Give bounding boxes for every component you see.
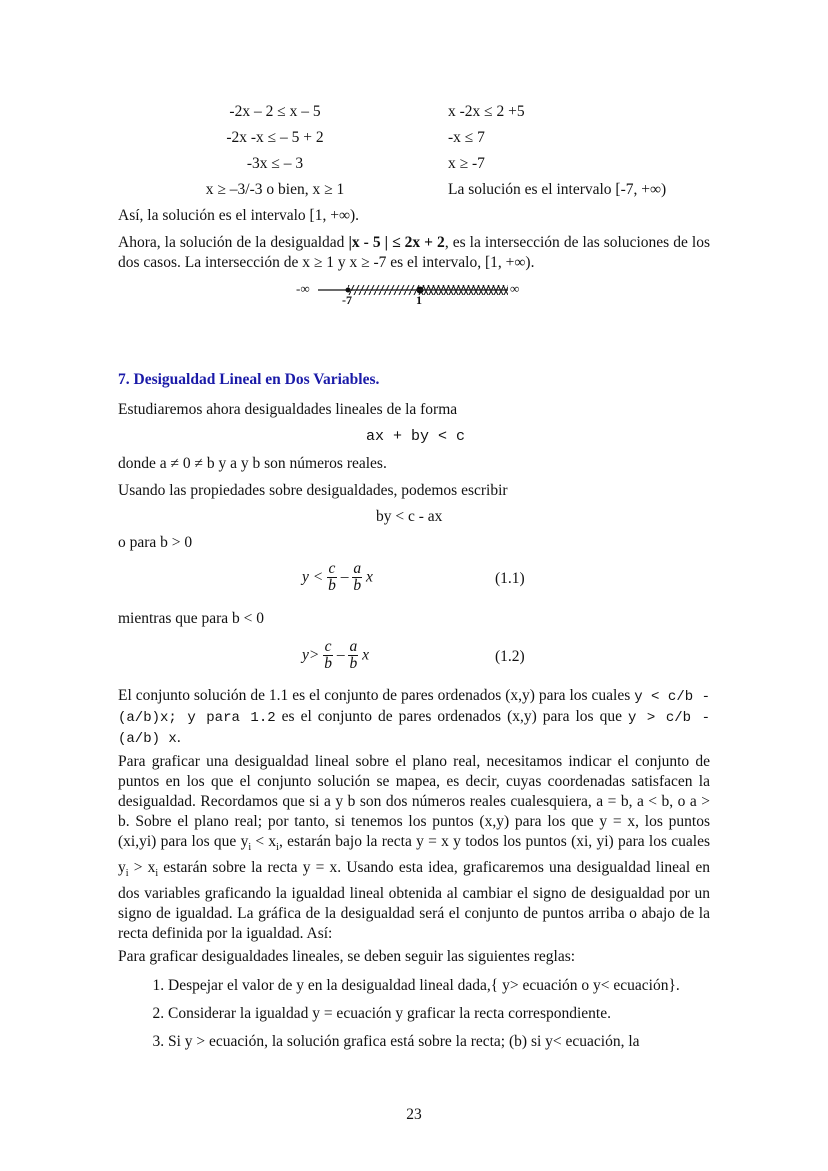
- eq2-a: a: [349, 638, 358, 655]
- eq1-minus: –: [340, 568, 349, 586]
- graph-paragraph: Para graficar una desigualdad lineal sobre el plano real, necesitamos indicar el conjunto de puntos en los que el conjunto solución se mapea, es decir, cuyas coordenadas satisfacen la desigualdad. Recordamos que si a y b son dos números reales cualesquiera, a = b, a < b, o a > b. Sobre el plano real; por tanto, si tenemos los puntos (x,y) para los que y = x, los puntos (xi,yi) para los que $y_i < x_i$, estarán bajo la recta y = x y todos los puntos (xi, yi) para los cuales $y_i > x_i$ estarán sobre la recta y = x. Usando esta idea, graficaremos una desigualdad lineal en dos variables graficando la igualdad lineal obtenida al cambiar el signo de desigualdad por un signo de igualdad. La gráfica de la desigualdad será el conjunto de puntos arriba o abajo de la recta definida por la igualdad. Así:: [118, 753, 710, 943]
- left-step-3: -3x ≤ – 3: [246, 155, 304, 172]
- eq1-x: x: [365, 568, 373, 586]
- intro-text: Estudiaremos ahora desigualdades lineales de la forma: [118, 401, 458, 418]
- condition-text: donde a ≠ 0 ≠ b y a y b son números reales.: [118, 455, 387, 472]
- eq1-a: a: [353, 560, 362, 577]
- eq2-b2: b: [349, 655, 358, 672]
- number-line-tick-a: -7: [342, 293, 352, 307]
- eq2-c: c: [324, 638, 332, 655]
- left-step-1: -2x – 2 ≤ x – 5: [229, 103, 321, 120]
- equation-1-1-label: (1.1): [495, 570, 525, 587]
- number-line-right-label: ∞: [510, 281, 520, 296]
- properties-text: Usando las propiedades sobre desigualdades, podemos escribir: [118, 482, 508, 499]
- rule-item: 1. Despejar el valor de y en la desigualdad lineal dada,{ y> ecuación o y< ecuación}.: [168, 976, 760, 996]
- eq1-fraction-c-b: [327, 561, 337, 594]
- equation-1-1: [302, 561, 373, 594]
- case-solution: Así, la solución es el intervalo [1, +∞).: [118, 207, 360, 224]
- intersection-paragraph: Ahora, la solución de la desigualdad |x - 5 | ≤ 2x + 2, es la intersección de las soluciones de los dos casos. La intersección de x ≥ 1 y x ≥ -7 es el intervalo, [1, +∞).: [118, 234, 711, 271]
- rules-intro: Para graficar desigualdades lineales, se deben seguir las siguientes reglas:: [118, 948, 576, 965]
- eq1-b2: b: [353, 577, 362, 594]
- eq2-fraction-c-b: [323, 639, 333, 672]
- eq2-fraction-a-b: [348, 639, 358, 672]
- solution-set-paragraph: El conjunto solución de 1.1 es el conjunto de pares ordenados (x,y) para los cuales y < c/b - (a/b)x; y para 1.2 es el conjunto de pares ordenados (x,y) para los que y > c/b - (a/b) x.: [118, 687, 710, 747]
- number-line: [296, 281, 536, 311]
- equation-1-2-label: (1.2): [495, 648, 525, 665]
- eq2-b: b: [324, 655, 332, 672]
- number-line-tick-b: 1: [416, 293, 422, 307]
- eq2-minus: –: [336, 646, 345, 664]
- rules-list: [118, 976, 760, 1060]
- eq1-fraction-a-b: [352, 561, 362, 594]
- section-title: 7. Desigualdad Lineal en Dos Variables.: [118, 371, 380, 388]
- by-form: by < c - ax: [376, 508, 443, 525]
- left-step-2: -2x -x ≤ – 5 + 2: [226, 129, 324, 146]
- left-step-4: x ≥ –3/-3 o bien, x ≥ 1: [205, 181, 345, 198]
- rule-item: 2. Considerar la igualdad y = ecuación y graficar la recta correspondiente.: [168, 1004, 760, 1024]
- right-step-2: -x ≤ 7: [448, 129, 485, 146]
- rule-item: 3. Si y > ecuación, la solución grafica está sobre la recta; (b) si y< ecuación, la: [168, 1032, 760, 1052]
- eq2-lhs: y>: [302, 646, 320, 664]
- b-negative-text: mientras que para b < 0: [118, 610, 265, 627]
- eq1-b: b: [328, 577, 336, 594]
- right-step-3: x ≥ -7: [448, 155, 485, 172]
- page-number: 23: [406, 1106, 422, 1123]
- eq2-x: x: [362, 646, 369, 664]
- right-step-1: x -2x ≤ 2 +5: [448, 103, 525, 120]
- inequality-form: ax + by < c: [366, 428, 466, 445]
- b-positive-text: o para b > 0: [118, 534, 193, 551]
- eq1-lhs: y <: [302, 568, 324, 586]
- eq1-c: c: [328, 560, 336, 577]
- right-step-4: La solución es el intervalo [-7, +∞): [448, 181, 667, 198]
- equation-1-2: [302, 639, 369, 672]
- number-line-left-label: -∞: [296, 281, 310, 296]
